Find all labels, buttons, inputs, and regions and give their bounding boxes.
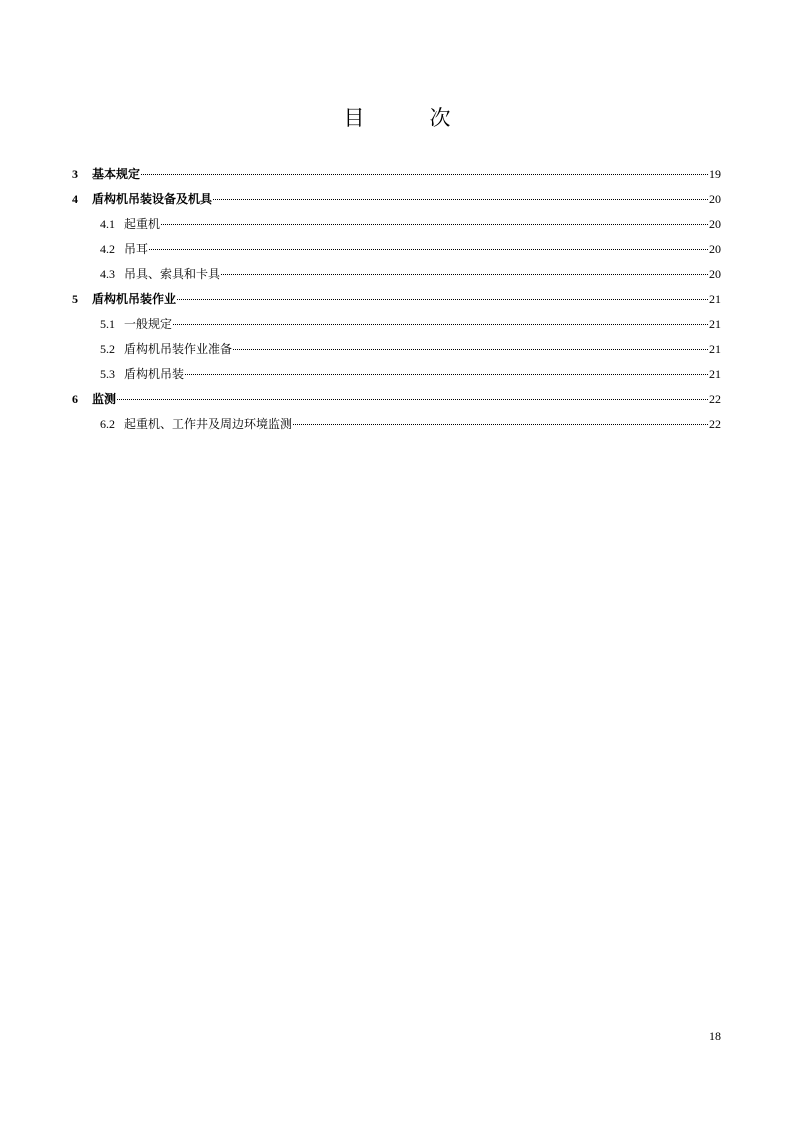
- footer-page-number: 18: [709, 1029, 721, 1043]
- toc-entry-page: 21: [709, 342, 721, 356]
- dot-leader: [117, 399, 708, 400]
- toc-entry-title: 监测: [92, 392, 117, 406]
- toc-entry[interactable]: [72, 264, 721, 289]
- toc-entry-page: 21: [709, 292, 721, 306]
- toc-entry[interactable]: [72, 414, 721, 439]
- toc-entry-title: 盾构机吊装作业: [92, 292, 177, 306]
- dot-leader: [173, 324, 708, 325]
- toc-entry-page: 20: [709, 242, 721, 256]
- toc-entry-number: 4.2: [100, 242, 115, 256]
- toc-entry-number: 4.1: [100, 217, 115, 231]
- dot-leader: [141, 174, 708, 175]
- toc-entry-title: 吊耳: [124, 242, 149, 256]
- toc-entry[interactable]: [72, 364, 721, 389]
- toc-entry[interactable]: [72, 164, 721, 189]
- toc-entry[interactable]: [72, 389, 721, 414]
- dot-leader: [185, 374, 708, 375]
- toc-entry-page: 20: [709, 192, 721, 206]
- toc-entry-page: 22: [709, 417, 721, 431]
- toc-entry-title: 起重机: [124, 217, 161, 231]
- toc-entry-title: 盾构机吊装: [124, 367, 185, 381]
- toc-entry-number: 5.1: [100, 317, 115, 331]
- toc-entry-page: 19: [709, 167, 721, 181]
- dot-leader: [149, 249, 708, 250]
- page-title: 目 次: [343, 106, 473, 130]
- dot-leader: [233, 349, 708, 350]
- toc-entry-number: 5: [72, 292, 78, 306]
- dot-leader: [177, 299, 708, 300]
- toc-entry-title: 吊具、索具和卡具: [124, 267, 221, 281]
- dot-leader: [221, 274, 708, 275]
- toc-entry[interactable]: [72, 214, 721, 239]
- toc-entry-page: 20: [709, 217, 721, 231]
- toc-entry-number: 6.2: [100, 417, 115, 431]
- toc-entry[interactable]: [72, 289, 721, 314]
- dot-leader: [213, 199, 708, 200]
- dot-leader: [293, 424, 708, 425]
- toc-entry-title: 盾构机吊装作业准备: [124, 342, 233, 356]
- toc-entry-number: 6: [72, 392, 78, 406]
- toc-entry-number: 3: [72, 167, 78, 181]
- toc-entry[interactable]: [72, 239, 721, 264]
- table-of-contents: [72, 164, 721, 439]
- toc-entry[interactable]: [72, 314, 721, 339]
- toc-entry-number: 4.3: [100, 267, 115, 281]
- toc-entry-title: 起重机、工作井及周边环境监测: [124, 417, 293, 431]
- toc-entry-page: 20: [709, 267, 721, 281]
- toc-entry-page: 21: [709, 317, 721, 331]
- toc-entry-title: 一般规定: [124, 317, 173, 331]
- toc-entry[interactable]: [72, 339, 721, 364]
- toc-entry-title: 基本规定: [92, 167, 141, 181]
- toc-entry-page: 21: [709, 367, 721, 381]
- toc-entry[interactable]: [72, 189, 721, 214]
- dot-leader: [161, 224, 708, 225]
- toc-entry-page: 22: [709, 392, 721, 406]
- toc-entry-number: 4: [72, 192, 78, 206]
- toc-entry-number: 5.3: [100, 367, 115, 381]
- toc-entry-number: 5.2: [100, 342, 115, 356]
- toc-entry-title: 盾构机吊装设备及机具: [92, 192, 213, 206]
